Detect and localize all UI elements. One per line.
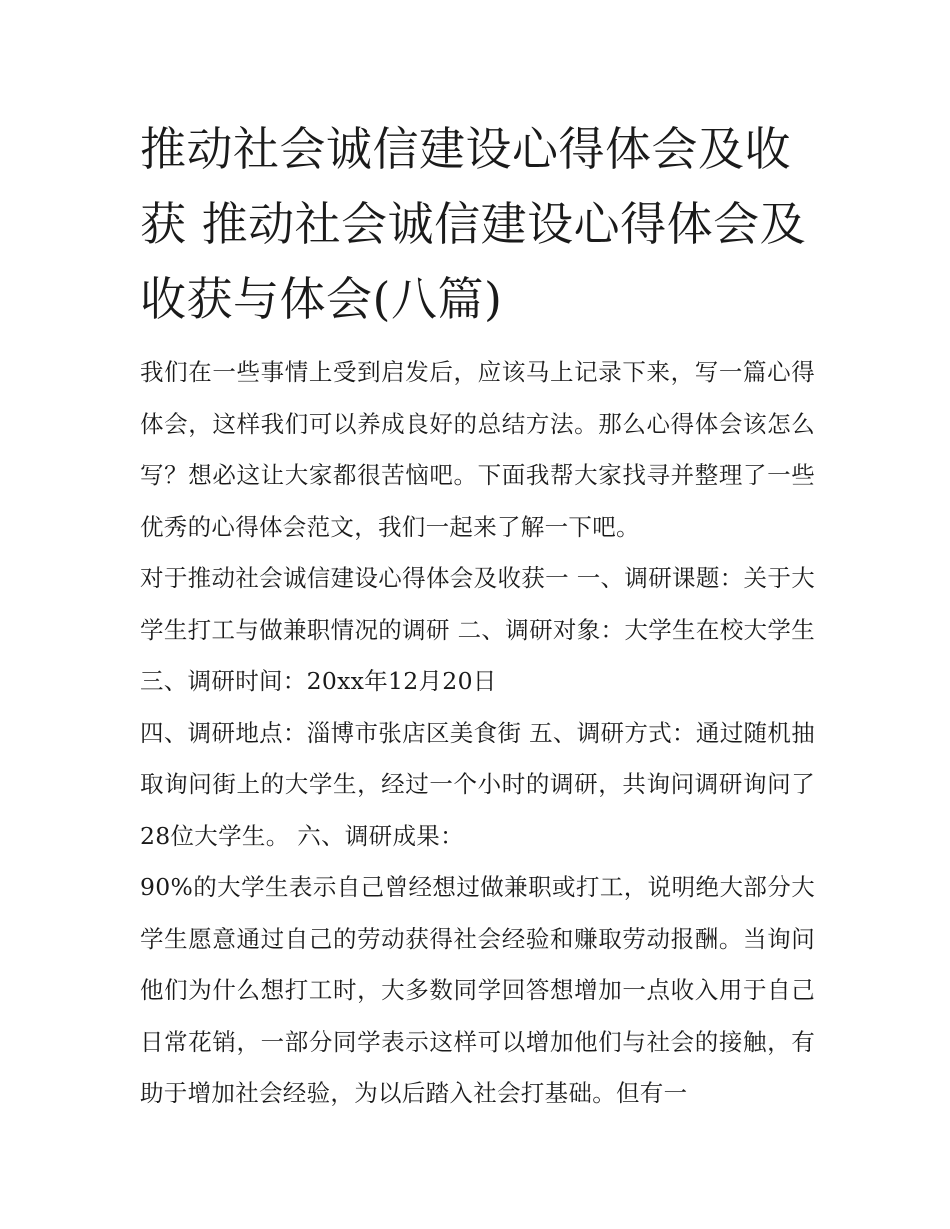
survey-result-paragraph: 90%的大学生表示自己曾经想过做兼职或打工，说明绝大部分大学生愿意通过自己的劳动获得社会经验和赚取劳动报酬。当询问他们为什么想打工时，大多数同学回答想增加一点收入用于自己日常花销，一部分同学表示这样可以增加他们与社会的接触，有助于增加社会经验，为以后踏入社会打基础。但有一 <box>140 873 815 1107</box>
document-title: 推动社会诚信建设心得体会及收获 推动社会诚信建设心得体会及收获与体会(八篇) <box>140 122 807 326</box>
survey-method-paragraph: 四、调研地点：淄博市张店区美食街 五、调研方式：通过随机抽取询问街上的大学生，经过一个小时的调研，共询问调研询问了28位大学生。 六、调研成果： <box>140 718 815 850</box>
survey-topic-paragraph: 对于推动社会诚信建设心得体会及收获一 一、调研课题：关于大学生打工与做兼职情况的调研 二、调研对象：大学生在校大学生 三、调研时间：20xx年12月20日 <box>140 564 815 695</box>
intro-paragraph: 我们在一些事情上受到启发后，应该马上记录下来，写一篇心得体会，这样我们可以养成良好的总结方法。那么心得体会该怎么写？想必这让大家都很苦恼吧。下面我帮大家找寻并整理了一些优秀的心得体会范文，我们一起来了解一下吧。 <box>140 358 815 541</box>
document-body <box>140 112 815 1120</box>
